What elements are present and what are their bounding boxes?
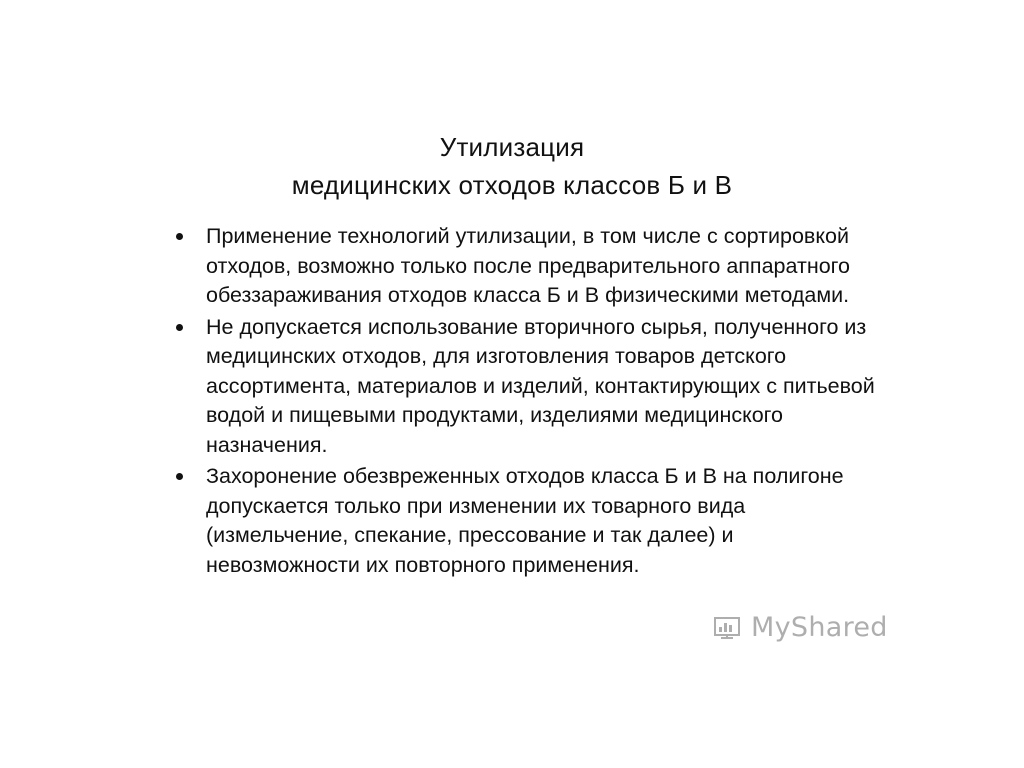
list-item-text: Применение технологий утилизации, в том числе с сортировкой отходов, возможно только после предварительного аппаратного обеззараживания отходов класса Б и В физическими методами. — [206, 224, 850, 307]
title-line-2: медицинских отходов классов Б и В — [291, 170, 733, 200]
watermark-text: MyShared — [751, 612, 888, 643]
slide-title — [0, 128, 1024, 204]
bullet-dot-icon — [176, 473, 183, 480]
bullet-dot-icon — [176, 324, 183, 331]
list-item — [160, 222, 880, 311]
list-item-text: Захоронение обезвреженных отходов класса Б и В на полигоне допускается только при изменении их товарного вида (измельчение, спекание, прессование и так далее) и невозможности их повторного применения. — [206, 464, 844, 577]
list-item-text: Не допускается использование вторичного сырья, полученного из медицинских отходов, для изготовления товаров детского ассортимента, материалов и изделий, контактирующих с питьевой водой и пищевыми продуктами, изделиями медицинского назначения. — [206, 314, 875, 457]
bullet-list — [160, 222, 880, 580]
list-item — [160, 462, 880, 580]
list-item — [160, 313, 880, 461]
myshared-logo-icon — [712, 613, 742, 643]
title-line-1: Утилизация — [439, 132, 585, 162]
watermark — [712, 612, 888, 643]
bullet-dot-icon — [176, 233, 183, 240]
slide-body — [160, 222, 880, 582]
